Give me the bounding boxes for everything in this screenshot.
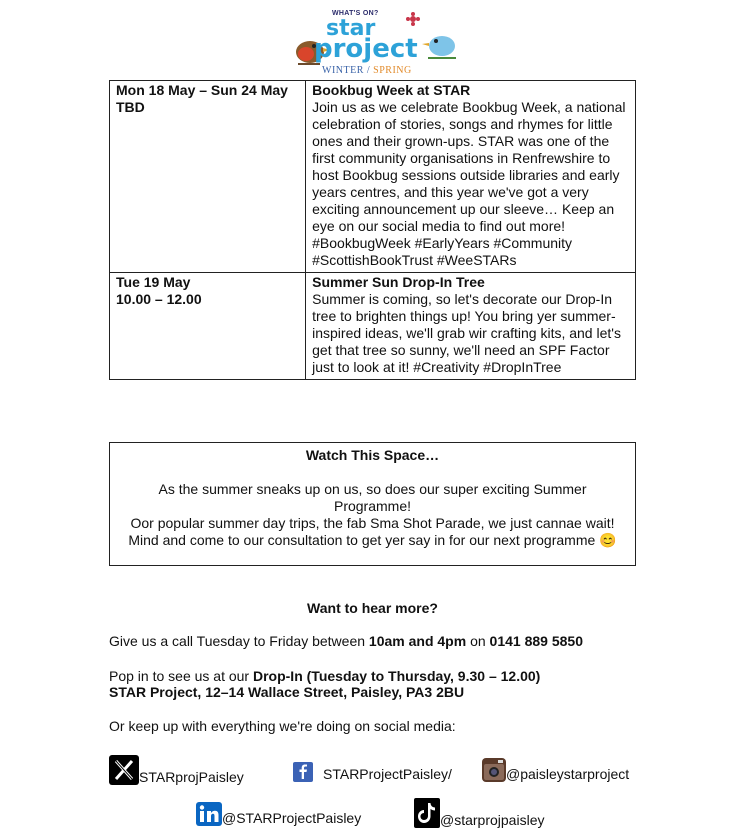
flower-icon: [406, 12, 420, 26]
social-x[interactable]: [109, 755, 244, 785]
address: STAR Project, 12–14 Wallace Street, Paisley, PA3 2BU: [109, 684, 465, 700]
watch-line-1: As the summer sneaks up on us, so does our super exciting Summer Programme!: [158, 481, 587, 514]
instagram-handle[interactable]: @paisleystarproject: [506, 766, 630, 782]
events-table: [109, 80, 636, 380]
logo-star: star: [326, 16, 376, 41]
table-row: [110, 273, 636, 380]
event-time: 10.00 – 12.00: [116, 291, 202, 307]
event-details-cell: [306, 273, 636, 380]
linkedin-icon: [196, 802, 222, 826]
x-icon: [109, 755, 139, 785]
call-line: [109, 633, 583, 650]
watch-this-space-title: Watch This Space…: [305, 447, 440, 463]
event-date-cell: [110, 81, 306, 273]
event-time: TBD: [116, 99, 145, 115]
event-date-cell: [110, 273, 306, 380]
popin-line: [109, 668, 540, 685]
table-row: [110, 81, 636, 273]
watch-line-3: Mind and come to our consultation to get yer say in for our next programme: [128, 532, 596, 548]
watch-this-space-text: [110, 481, 635, 549]
address-line: [109, 684, 464, 701]
instagram-icon: [482, 758, 506, 782]
facebook-handle[interactable]: STARProjectPaisley/: [323, 766, 452, 782]
watch-this-space-box: [109, 442, 636, 566]
event-details-cell: [306, 81, 636, 273]
call-hours: 10am and 4pm: [368, 633, 467, 649]
smile-emoji-icon: 😊: [599, 532, 617, 548]
x-handle[interactable]: STARprojPaisley: [139, 769, 244, 785]
social-instagram[interactable]: [482, 758, 629, 782]
want-to-hear-more-heading: Want to hear more?: [307, 600, 438, 616]
popin-prefix: Pop in to see us at our: [109, 668, 253, 684]
tiktok-icon: [414, 798, 440, 828]
event-date: Mon 18 May – Sun 24 May: [116, 82, 288, 98]
logo-season: WINTER / SPRING: [322, 65, 412, 76]
dropin-hours: Drop-In (Tuesday to Thursday, 9.30 – 12.00): [252, 668, 541, 684]
event-body: Join us as we celebrate Bookbug Week, a national celebration of stories, songs and rhymes for little ones and their grown-ups. STAR was one of the first community organisations in Renfrewshire to host Bookbug sessions outside libraries and early years centres, and this year we've got a very exciting announcement up our sleeve… Keep an eye on our social media to find out more! #BookbugWeek #EarlyYears #Community #ScottishBookTrust #WeeSTARs: [312, 99, 626, 268]
call-prefix: Give us a call Tuesday to Friday between: [109, 633, 369, 649]
logo-project: project: [314, 34, 418, 64]
facebook-icon: [293, 762, 313, 782]
social-linkedin[interactable]: [196, 802, 361, 826]
social-tiktok[interactable]: [414, 798, 544, 828]
social-intro: Or keep up with everything we're doing on social media:: [109, 718, 456, 734]
tiktok-handle[interactable]: @starprojpaisley: [440, 812, 545, 828]
logo-whats-on: WHAT'S ON?: [332, 10, 379, 17]
event-date: Tue 19 May: [116, 274, 191, 290]
event-title: Summer Sun Drop-In Tree: [312, 274, 485, 290]
bluebird-icon: [422, 28, 462, 62]
event-body: Summer is coming, so let's decorate our Drop-In tree to brighten things up! You bring yer summer-inspired ideas, we'll grab wir crafting kits, and let's get that tree so sunny, we'll need an SPF Factor just to look at it! #Creativity #DropInTree: [312, 291, 621, 375]
event-title: Bookbug Week at STAR: [312, 82, 471, 98]
call-mid: on: [466, 633, 490, 649]
watch-line-2: Oor popular summer day trips, the fab Sma Shot Parade, we just cannae wait!: [130, 515, 615, 531]
social-facebook[interactable]: [293, 762, 452, 782]
phone-number[interactable]: 0141 889 5850: [489, 633, 583, 649]
linkedin-handle[interactable]: @STARProjectPaisley: [222, 810, 362, 826]
star-project-logo: [290, 6, 460, 76]
